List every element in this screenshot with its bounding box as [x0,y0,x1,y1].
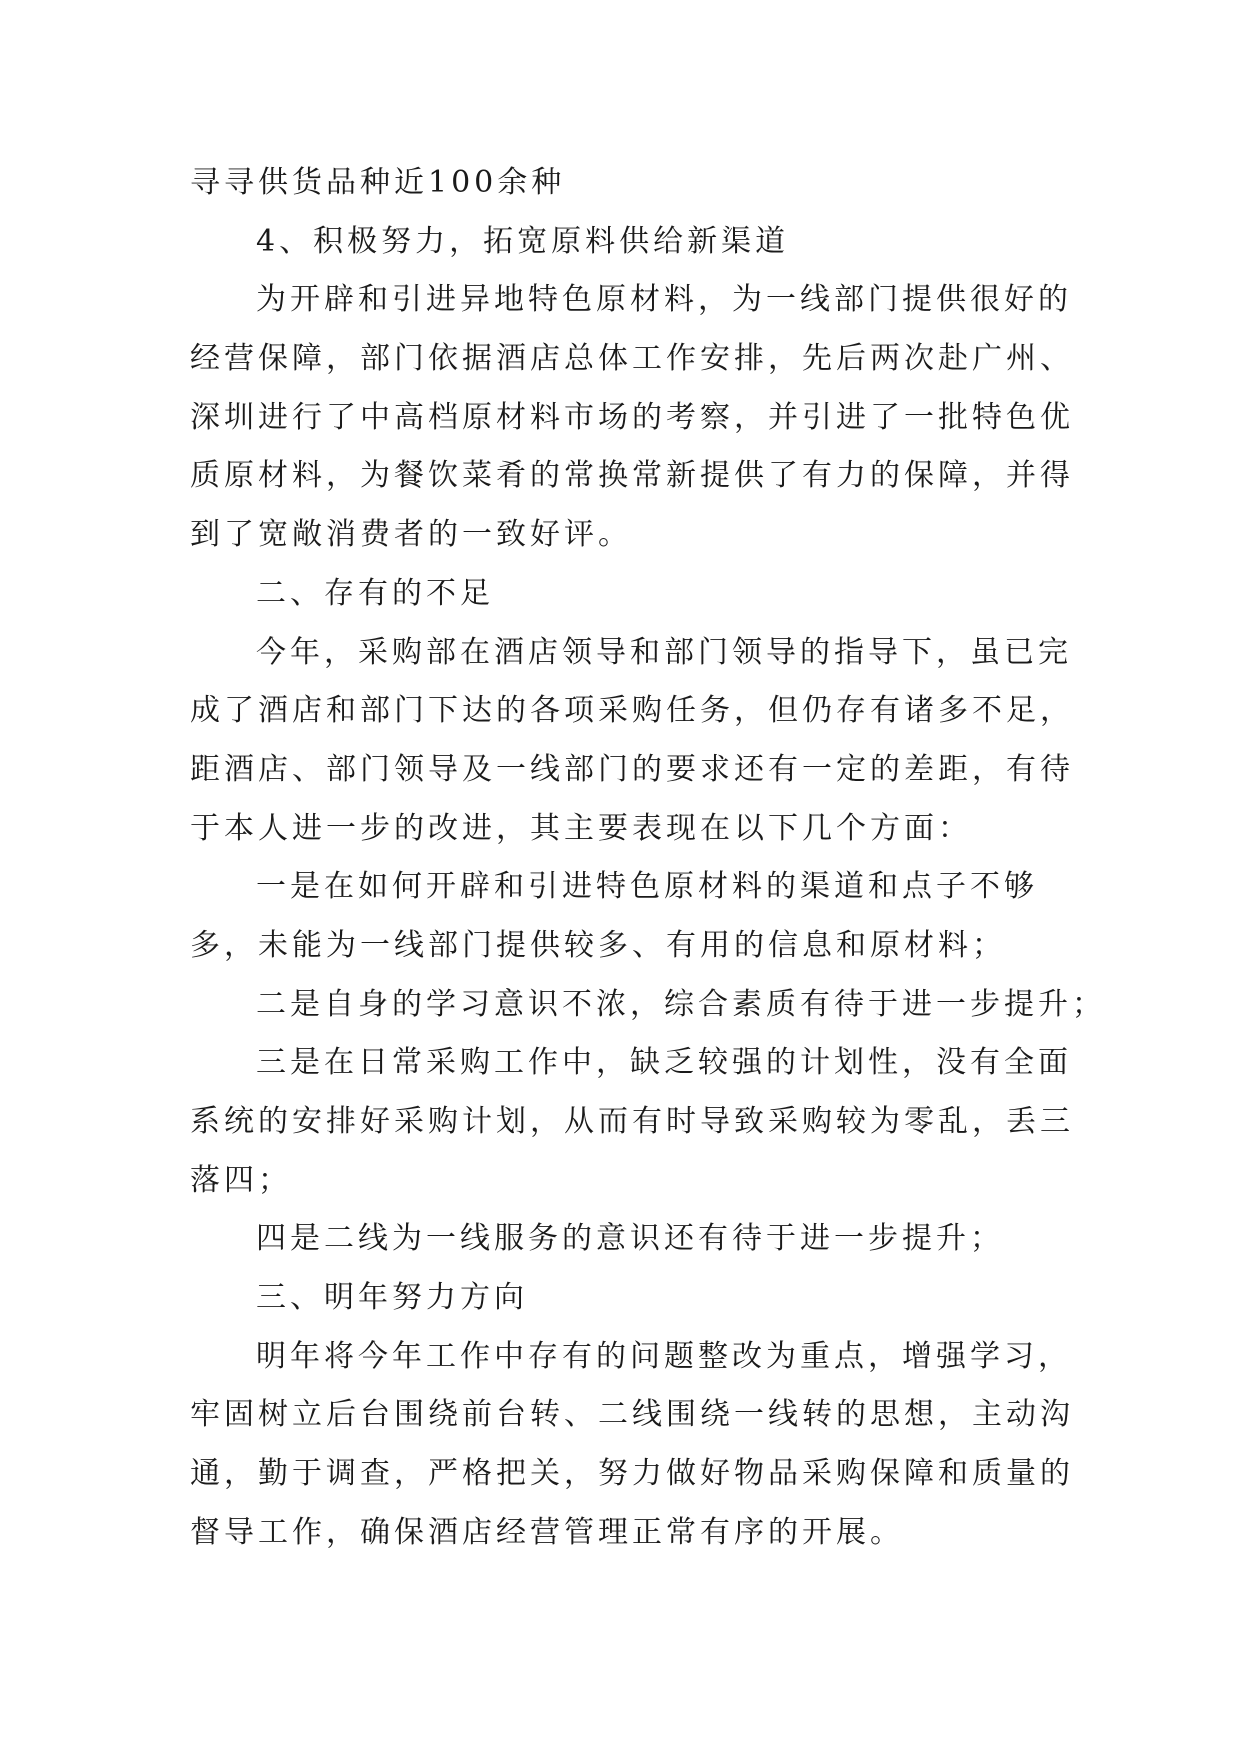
text-line: 系统的安排好采购计划，从而有时导致采购较为零乱，丢三 [190,1104,1074,1139]
section-heading: 二、存有的不足 [256,575,494,611]
text-line: 为开辟和引进异地特色原材料，为一线部门提供很好的 [256,282,1072,318]
section-heading: 三、明年努力方向 [256,1280,528,1316]
text-line: 到了宽敞消费者的一致好评。 [190,517,632,553]
text-line: 二是自身的学习意识不浓，综合素质有待于进一步提升； [256,986,1106,1022]
text-line: 今年，采购部在酒店领导和部门领导的指导下，虽已完 [256,634,1072,670]
text-line: 督导工作，确保酒店经营管理正常有序的开展。 [190,1514,904,1550]
text-line: 成了酒店和部门下达的各项采购任务，但仍存有诸多不足， [190,693,1074,729]
text-line: 通，勤于调查，严格把关，努力做好物品采购保障和质量的 [190,1456,1074,1492]
text-line: 一是在如何开辟和引进特色原材料的渠道和点子不够 [256,869,1038,905]
section-heading: 4、积极努力，拓宽原料供给新渠道 [256,223,790,259]
text-line: 落四； [190,1162,292,1198]
text-line: 牢固树立后台围绕前台转、二线围绕一线转的思想，主动沟 [190,1397,1074,1433]
text-line: 经营保障，部门依据酒店总体工作安排，先后两次赴广州、 [190,341,1074,377]
document-body [190,154,1106,1563]
text-line: 四是二线为一线服务的意识还有待于进一步提升； [256,1221,1004,1257]
text-line: 距酒店、部门领导及一线部门的要求还有一定的差距，有待 [190,751,1074,787]
text-line: 多，未能为一线部门提供较多、有用的信息和原材料； [190,927,1006,963]
text-line: 三是在日常采购工作中，缺乏较强的计划性，没有全面 [256,1045,1072,1081]
text-line: 寻寻供货品种近100余种 [190,165,566,200]
text-line: 质原材料，为餐饮菜肴的常换常新提供了有力的保障，并得 [190,458,1074,494]
text-line: 深圳进行了中高档原材料市场的考察，并引进了一批特色优 [190,399,1074,435]
text-line: 于本人进一步的改进，其主要表现在以下几个方面： [190,810,972,846]
text-line: 明年将今年工作中存有的问题整改为重点，增强学习， [256,1338,1072,1374]
